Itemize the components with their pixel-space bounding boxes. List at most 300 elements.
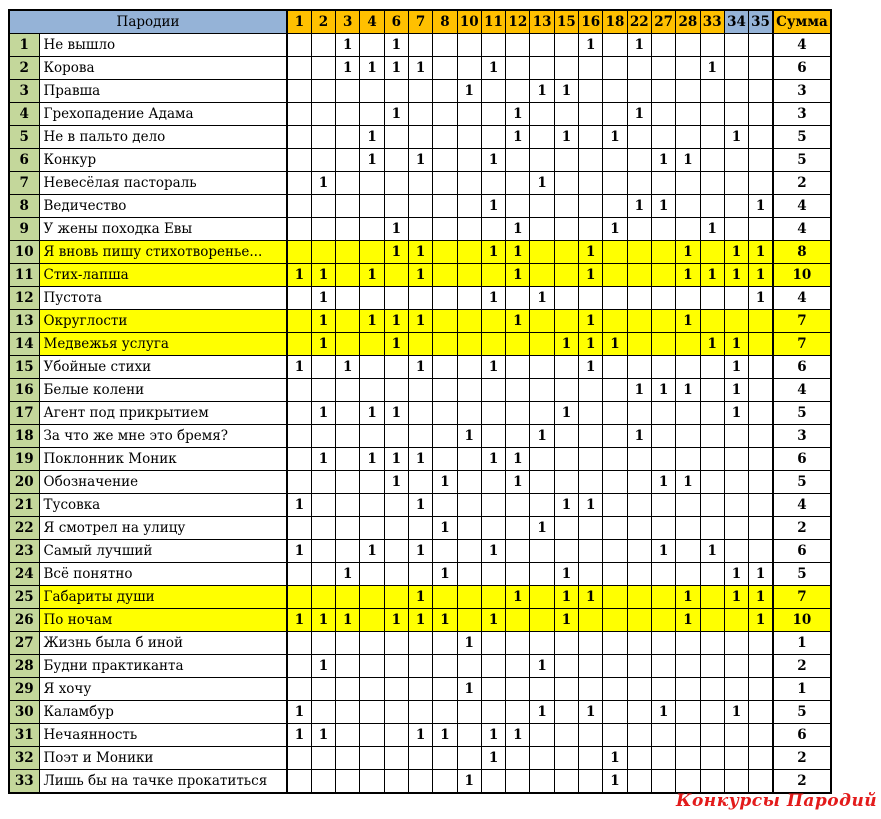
score-cell-jury-11: [481, 264, 505, 287]
parody-title: Не вышло: [39, 34, 287, 57]
header-jury-16: 16: [579, 10, 603, 34]
score-cell-jury-35: 1: [749, 287, 773, 310]
score-cell-jury-28: [676, 126, 700, 149]
header-jury-28: 28: [676, 10, 700, 34]
watermark-text: Конкурсы Пародий: [676, 791, 878, 811]
score-cell-jury-7: [408, 379, 432, 402]
score-cell-jury-27: [651, 310, 675, 333]
table-row: [9, 540, 831, 563]
table-row: [9, 747, 831, 770]
header-jury-10: 10: [457, 10, 481, 34]
score-cell-jury-6: [384, 425, 408, 448]
score-cell-jury-6: [384, 586, 408, 609]
score-cell-jury-12: 1: [506, 126, 530, 149]
header-jury-11: 11: [481, 10, 505, 34]
score-cell-jury-3: [336, 747, 360, 770]
score-cell-jury-11: [481, 310, 505, 333]
row-number: 8: [9, 195, 39, 218]
score-cell-jury-3: [336, 724, 360, 747]
score-cell-jury-33: [700, 632, 724, 655]
score-cell-jury-13: [530, 770, 554, 794]
row-sum: 7: [773, 586, 831, 609]
score-cell-jury-12: 1: [506, 241, 530, 264]
table-row: [9, 264, 831, 287]
score-cell-jury-35: [749, 80, 773, 103]
score-cell-jury-10: [457, 172, 481, 195]
score-cell-jury-2: [311, 126, 335, 149]
score-cell-jury-15: [554, 34, 578, 57]
score-cell-jury-16: 1: [579, 586, 603, 609]
table-row: [9, 586, 831, 609]
table-row: [9, 103, 831, 126]
score-cell-jury-35: 1: [749, 264, 773, 287]
table-row: [9, 218, 831, 241]
row-sum: 5: [773, 563, 831, 586]
row-number: 27: [9, 632, 39, 655]
score-cell-jury-10: [457, 563, 481, 586]
score-cell-jury-22: [627, 701, 651, 724]
score-cell-jury-7: 1: [408, 57, 432, 80]
row-number: 24: [9, 563, 39, 586]
score-cell-jury-35: 1: [749, 195, 773, 218]
parody-title: Округлости: [39, 310, 287, 333]
table-row: [9, 494, 831, 517]
score-cell-jury-10: [457, 724, 481, 747]
score-cell-jury-33: [700, 770, 724, 794]
score-cell-jury-13: [530, 448, 554, 471]
score-cell-jury-4: [360, 632, 384, 655]
score-cell-jury-15: 1: [554, 333, 578, 356]
score-cell-jury-12: [506, 701, 530, 724]
row-number: 19: [9, 448, 39, 471]
score-cell-jury-6: [384, 356, 408, 379]
score-cell-jury-11: 1: [481, 448, 505, 471]
score-cell-jury-15: [554, 678, 578, 701]
score-cell-jury-12: 1: [506, 448, 530, 471]
parody-title: Поэт и Моники: [39, 747, 287, 770]
score-cell-jury-16: [579, 471, 603, 494]
score-cell-jury-10: [457, 34, 481, 57]
score-cell-jury-16: [579, 747, 603, 770]
score-cell-jury-15: 1: [554, 609, 578, 632]
score-cell-jury-8: [433, 356, 457, 379]
score-cell-jury-22: [627, 218, 651, 241]
score-cell-jury-33: [700, 80, 724, 103]
score-cell-jury-33: [700, 310, 724, 333]
score-cell-jury-22: [627, 494, 651, 517]
score-cell-jury-10: 1: [457, 80, 481, 103]
score-cell-jury-2: [311, 747, 335, 770]
score-cell-jury-11: [481, 218, 505, 241]
score-cell-jury-7: [408, 333, 432, 356]
score-cell-jury-13: [530, 747, 554, 770]
score-cell-jury-10: [457, 241, 481, 264]
score-cell-jury-1: [287, 517, 311, 540]
score-cell-jury-4: [360, 563, 384, 586]
score-cell-jury-33: [700, 356, 724, 379]
parody-title: Невесёлая пастораль: [39, 172, 287, 195]
score-cell-jury-7: [408, 701, 432, 724]
score-cell-jury-3: [336, 655, 360, 678]
score-cell-jury-8: 1: [433, 471, 457, 494]
row-number: 9: [9, 218, 39, 241]
score-cell-jury-16: [579, 149, 603, 172]
score-cell-jury-18: 1: [603, 218, 627, 241]
row-number: 18: [9, 425, 39, 448]
table-row: [9, 172, 831, 195]
header-jury-8: 8: [433, 10, 457, 34]
table-row: [9, 724, 831, 747]
score-cell-jury-16: [579, 678, 603, 701]
score-cell-jury-18: [603, 448, 627, 471]
header-jury-34: 34: [724, 10, 748, 34]
score-cell-jury-27: 1: [651, 701, 675, 724]
row-number: 29: [9, 678, 39, 701]
score-cell-jury-27: [651, 448, 675, 471]
header-jury-2: 2: [311, 10, 335, 34]
score-cell-jury-6: 1: [384, 402, 408, 425]
score-cell-jury-2: 1: [311, 172, 335, 195]
header-jury-15: 15: [554, 10, 578, 34]
score-cell-jury-27: 1: [651, 540, 675, 563]
score-cell-jury-27: [651, 770, 675, 794]
score-cell-jury-15: [554, 701, 578, 724]
score-cell-jury-10: [457, 586, 481, 609]
score-cell-jury-12: [506, 678, 530, 701]
score-cell-jury-27: [651, 425, 675, 448]
row-number: 16: [9, 379, 39, 402]
score-cell-jury-8: [433, 310, 457, 333]
header-jury-4: 4: [360, 10, 384, 34]
score-cell-jury-8: [433, 586, 457, 609]
score-cell-jury-18: [603, 310, 627, 333]
score-cell-jury-12: [506, 379, 530, 402]
score-cell-jury-2: [311, 149, 335, 172]
score-cell-jury-6: [384, 632, 408, 655]
score-cell-jury-12: [506, 517, 530, 540]
score-cell-jury-16: [579, 172, 603, 195]
score-cell-jury-12: [506, 57, 530, 80]
score-cell-jury-16: 1: [579, 701, 603, 724]
score-cell-jury-22: 1: [627, 34, 651, 57]
score-cell-jury-28: [676, 678, 700, 701]
score-cell-jury-35: [749, 103, 773, 126]
score-cell-jury-22: [627, 655, 651, 678]
score-cell-jury-13: [530, 563, 554, 586]
score-cell-jury-16: [579, 287, 603, 310]
score-cell-jury-13: [530, 402, 554, 425]
score-cell-jury-27: 1: [651, 149, 675, 172]
score-cell-jury-12: [506, 540, 530, 563]
score-cell-jury-27: [651, 517, 675, 540]
score-cell-jury-22: 1: [627, 195, 651, 218]
score-cell-jury-15: [554, 195, 578, 218]
row-number: 13: [9, 310, 39, 333]
score-cell-jury-16: [579, 632, 603, 655]
score-cell-jury-2: [311, 563, 335, 586]
score-cell-jury-6: [384, 195, 408, 218]
score-cell-jury-4: [360, 494, 384, 517]
score-cell-jury-7: 1: [408, 494, 432, 517]
table-row: [9, 563, 831, 586]
score-cell-jury-27: [651, 494, 675, 517]
score-cell-jury-27: [651, 655, 675, 678]
score-cell-jury-16: [579, 724, 603, 747]
score-cell-jury-6: [384, 747, 408, 770]
score-cell-jury-6: 1: [384, 218, 408, 241]
score-cell-jury-15: [554, 103, 578, 126]
table-row: [9, 609, 831, 632]
score-cell-jury-33: [700, 379, 724, 402]
score-cell-jury-33: [700, 724, 724, 747]
score-cell-jury-1: [287, 379, 311, 402]
score-cell-jury-22: [627, 517, 651, 540]
score-cell-jury-34: [724, 425, 748, 448]
score-cell-jury-16: [579, 57, 603, 80]
score-cell-jury-10: [457, 195, 481, 218]
table-row: [9, 149, 831, 172]
score-cell-jury-34: [724, 448, 748, 471]
score-cell-jury-12: [506, 425, 530, 448]
score-cell-jury-11: [481, 333, 505, 356]
score-cell-jury-10: [457, 356, 481, 379]
score-cell-jury-2: [311, 701, 335, 724]
score-cell-jury-6: [384, 494, 408, 517]
score-cell-jury-35: [749, 770, 773, 794]
score-cell-jury-8: [433, 448, 457, 471]
score-cell-jury-34: [724, 103, 748, 126]
score-cell-jury-7: [408, 425, 432, 448]
score-cell-jury-10: [457, 655, 481, 678]
score-cell-jury-13: [530, 333, 554, 356]
row-sum: 5: [773, 701, 831, 724]
score-cell-jury-2: [311, 678, 335, 701]
table-row: [9, 632, 831, 655]
score-cell-jury-18: [603, 356, 627, 379]
score-cell-jury-16: [579, 425, 603, 448]
score-cell-jury-4: [360, 770, 384, 794]
score-cell-jury-18: 1: [603, 770, 627, 794]
score-cell-jury-27: 1: [651, 195, 675, 218]
score-cell-jury-13: [530, 218, 554, 241]
score-cell-jury-3: [336, 379, 360, 402]
score-cell-jury-27: [651, 333, 675, 356]
table-row: [9, 425, 831, 448]
score-cell-jury-2: 1: [311, 333, 335, 356]
score-cell-jury-33: [700, 149, 724, 172]
score-cell-jury-34: 1: [724, 586, 748, 609]
score-cell-jury-28: [676, 517, 700, 540]
score-cell-jury-3: [336, 80, 360, 103]
parody-title: Я вновь пишу стихотворенье...: [39, 241, 287, 264]
score-cell-jury-35: [749, 471, 773, 494]
score-cell-jury-8: 1: [433, 609, 457, 632]
parody-title: Стих-лапша: [39, 264, 287, 287]
score-cell-jury-13: 1: [530, 425, 554, 448]
score-cell-jury-3: [336, 425, 360, 448]
row-sum: 5: [773, 402, 831, 425]
score-cell-jury-28: [676, 632, 700, 655]
score-cell-jury-6: [384, 126, 408, 149]
score-cell-jury-34: [724, 678, 748, 701]
table-row: [9, 287, 831, 310]
score-cell-jury-2: 1: [311, 287, 335, 310]
score-cell-jury-11: 1: [481, 540, 505, 563]
score-cell-jury-13: [530, 241, 554, 264]
score-cell-jury-18: [603, 632, 627, 655]
score-cell-jury-6: 1: [384, 57, 408, 80]
parody-title: Медвежья услуга: [39, 333, 287, 356]
score-cell-jury-18: [603, 609, 627, 632]
score-cell-jury-8: [433, 241, 457, 264]
score-cell-jury-10: [457, 494, 481, 517]
score-cell-jury-27: [651, 172, 675, 195]
score-cell-jury-33: [700, 517, 724, 540]
score-cell-jury-1: [287, 287, 311, 310]
score-cell-jury-4: 1: [360, 540, 384, 563]
score-cell-jury-28: 1: [676, 471, 700, 494]
score-cell-jury-2: [311, 57, 335, 80]
score-cell-jury-7: [408, 126, 432, 149]
score-cell-jury-28: [676, 747, 700, 770]
score-cell-jury-8: [433, 264, 457, 287]
score-cell-jury-4: 1: [360, 126, 384, 149]
score-cell-jury-35: [749, 379, 773, 402]
score-cell-jury-11: [481, 80, 505, 103]
score-cell-jury-33: [700, 586, 724, 609]
score-cell-jury-13: [530, 540, 554, 563]
row-sum: 4: [773, 34, 831, 57]
parody-title: Самый лучший: [39, 540, 287, 563]
score-cell-jury-28: [676, 356, 700, 379]
score-cell-jury-13: [530, 678, 554, 701]
score-cell-jury-1: [287, 632, 311, 655]
score-cell-jury-13: 1: [530, 655, 554, 678]
score-cell-jury-33: [700, 563, 724, 586]
score-cell-jury-18: [603, 103, 627, 126]
score-cell-jury-4: [360, 747, 384, 770]
score-cell-jury-2: [311, 80, 335, 103]
score-cell-jury-34: [724, 149, 748, 172]
header-parodies: Пародии: [9, 10, 287, 34]
score-cell-jury-16: 1: [579, 356, 603, 379]
score-cell-jury-11: 1: [481, 747, 505, 770]
score-cell-jury-34: [724, 80, 748, 103]
parody-title: Конкур: [39, 149, 287, 172]
score-cell-jury-15: [554, 655, 578, 678]
score-cell-jury-12: [506, 34, 530, 57]
score-cell-jury-6: [384, 80, 408, 103]
score-cell-jury-13: 1: [530, 701, 554, 724]
score-cell-jury-15: 1: [554, 80, 578, 103]
score-cell-jury-1: [287, 126, 311, 149]
score-cell-jury-18: [603, 149, 627, 172]
score-cell-jury-11: [481, 402, 505, 425]
score-cell-jury-1: [287, 218, 311, 241]
score-cell-jury-11: [481, 103, 505, 126]
score-cell-jury-16: 1: [579, 310, 603, 333]
score-cell-jury-3: 1: [336, 34, 360, 57]
score-cell-jury-1: [287, 34, 311, 57]
row-sum: 10: [773, 264, 831, 287]
score-cell-jury-27: [651, 586, 675, 609]
score-cell-jury-11: [481, 172, 505, 195]
score-cell-jury-3: [336, 632, 360, 655]
score-cell-jury-28: [676, 195, 700, 218]
score-cell-jury-7: 1: [408, 540, 432, 563]
row-number: 12: [9, 287, 39, 310]
score-cell-jury-18: [603, 379, 627, 402]
score-cell-jury-34: [724, 287, 748, 310]
table-row: [9, 655, 831, 678]
score-cell-jury-12: [506, 172, 530, 195]
score-cell-jury-4: [360, 678, 384, 701]
score-cell-jury-10: [457, 701, 481, 724]
score-cell-jury-12: [506, 333, 530, 356]
score-cell-jury-4: [360, 195, 384, 218]
score-cell-jury-8: [433, 379, 457, 402]
score-cell-jury-10: [457, 103, 481, 126]
score-cell-jury-13: [530, 34, 554, 57]
row-sum: 3: [773, 80, 831, 103]
score-cell-jury-15: [554, 747, 578, 770]
score-cell-jury-7: 1: [408, 149, 432, 172]
score-cell-jury-27: [651, 724, 675, 747]
score-cell-jury-15: [554, 57, 578, 80]
score-cell-jury-13: 1: [530, 80, 554, 103]
score-cell-jury-13: [530, 632, 554, 655]
score-cell-jury-28: [676, 80, 700, 103]
score-cell-jury-1: [287, 448, 311, 471]
parody-title: Будни практиканта: [39, 655, 287, 678]
score-cell-jury-11: [481, 701, 505, 724]
score-cell-jury-7: [408, 517, 432, 540]
score-cell-jury-28: 1: [676, 241, 700, 264]
score-cell-jury-12: 1: [506, 471, 530, 494]
row-sum: 7: [773, 310, 831, 333]
score-cell-jury-8: [433, 103, 457, 126]
score-cell-jury-10: [457, 471, 481, 494]
score-cell-jury-15: [554, 149, 578, 172]
parody-title: Лишь бы на тачке прокатиться: [39, 770, 287, 794]
header-jury-13: 13: [530, 10, 554, 34]
score-cell-jury-18: [603, 678, 627, 701]
score-cell-jury-12: [506, 655, 530, 678]
score-cell-jury-28: 1: [676, 310, 700, 333]
score-cell-jury-11: [481, 563, 505, 586]
score-cell-jury-33: [700, 448, 724, 471]
header-jury-7: 7: [408, 10, 432, 34]
score-cell-jury-34: [724, 218, 748, 241]
score-cell-jury-15: 1: [554, 494, 578, 517]
score-cell-jury-33: 1: [700, 264, 724, 287]
score-cell-jury-11: [481, 632, 505, 655]
score-cell-jury-22: [627, 310, 651, 333]
score-cell-jury-3: [336, 195, 360, 218]
row-number: 32: [9, 747, 39, 770]
score-cell-jury-2: [311, 770, 335, 794]
score-cell-jury-1: [287, 103, 311, 126]
score-cell-jury-33: [700, 701, 724, 724]
table-row: [9, 126, 831, 149]
score-cell-jury-35: [749, 701, 773, 724]
score-cell-jury-8: [433, 80, 457, 103]
score-cell-jury-16: 1: [579, 264, 603, 287]
score-cell-jury-8: [433, 770, 457, 794]
score-cell-jury-27: [651, 609, 675, 632]
score-cell-jury-1: [287, 57, 311, 80]
score-cell-jury-4: [360, 425, 384, 448]
